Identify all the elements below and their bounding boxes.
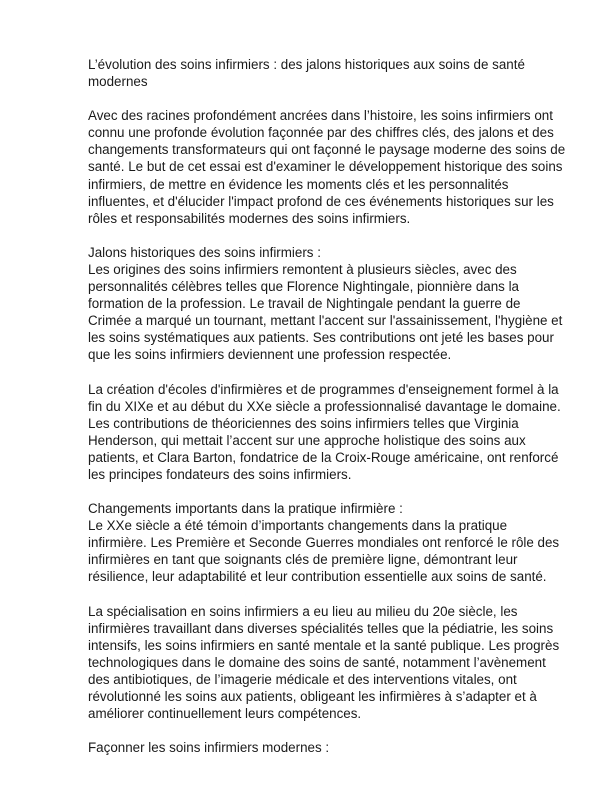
intro-paragraph: Avec des racines profondément ancrées dans l’histoire, les soins infirmiers ont connu une profonde évolution façonnée par des chiffres clés, des jalons et des changements transformateurs qui ont façonné le paysage moderne des soins de santé. Le but de cet essai est d'examiner le développement historique des soins infirmiers, de mettre en évidence les moments clés et les personnalités influentes, et d'élucider l'impact profond de ces événements historiques sur les rôles et responsabilités modernes des soins infirmiers. bbox=[88, 108, 566, 226]
section-heading-modern-nursing: Façonner les soins infirmiers modernes : bbox=[88, 740, 330, 756]
paragraph-twentieth-century: Le XXe siècle a été témoin d’importants changements dans la pratique infirmière. Les Première et Seconde Guerres mondiales ont renforcé le rôle des infirmières en tant que soignants clés de première ligne, démontrant leur résilience, leur adaptabilité et leur contribution essentielle aux soins de santé. bbox=[88, 518, 560, 585]
paragraph-nightingale: Les origines des soins infirmiers remontent à plusieurs siècles, avec des personnalités célèbres telles que Florence Nightingale, pionnière dans la formation de la profession. Le travail de Nightingale pendant la guerre de Crimée a marqué un tournant, mettant l'accent sur l'assainissement, l'hygiène et les soins systématiques aux patients. Ses contributions ont jeté les bases pour que les soins infirmiers deviennent une profession respectée. bbox=[88, 261, 563, 363]
section-heading-practice-changes: Changements importants dans la pratique infirmière : bbox=[88, 501, 403, 517]
document-title: L’évolution des soins infirmiers : des jalons historiques aux soins de santé modernes bbox=[88, 57, 525, 90]
section-heading-historical-milestones: Jalons historiques des soins infirmiers : bbox=[88, 244, 321, 260]
paragraph-specialization: La spécialisation en soins infirmiers a eu lieu au milieu du 20e siècle, les infirmières travaillant dans diverses spécialités telles que la pédiatrie, les soins intensifs, les soins infirmiers en santé mentale et la santé publique. Les progrès technologiques dans le domaine des soins de santé, notamment l’avènement des antibiotiques, de l’imagerie médicale et des interventions vitales, ont révolutionné les soins aux patients, obligeant les infirmières à s’adapter et à améliorer continuellement leurs compétences. bbox=[88, 603, 560, 722]
paragraph-nursing-schools: La création d'écoles d'infirmières et de programmes d'enseignement formel à la fin du XIXe et au début du XXe siècle a professionnalisé davantage le domaine. Les contributions de théoriciennes des soins infirmiers telles que Virginia Henderson, qui mettait l’accent sur une approche holistique des soins aux patients, et Clara Barton, fondatrice de la Croix-Rouge américaine, ont renforcé les principes fondateurs des soins infirmiers. bbox=[88, 381, 561, 482]
